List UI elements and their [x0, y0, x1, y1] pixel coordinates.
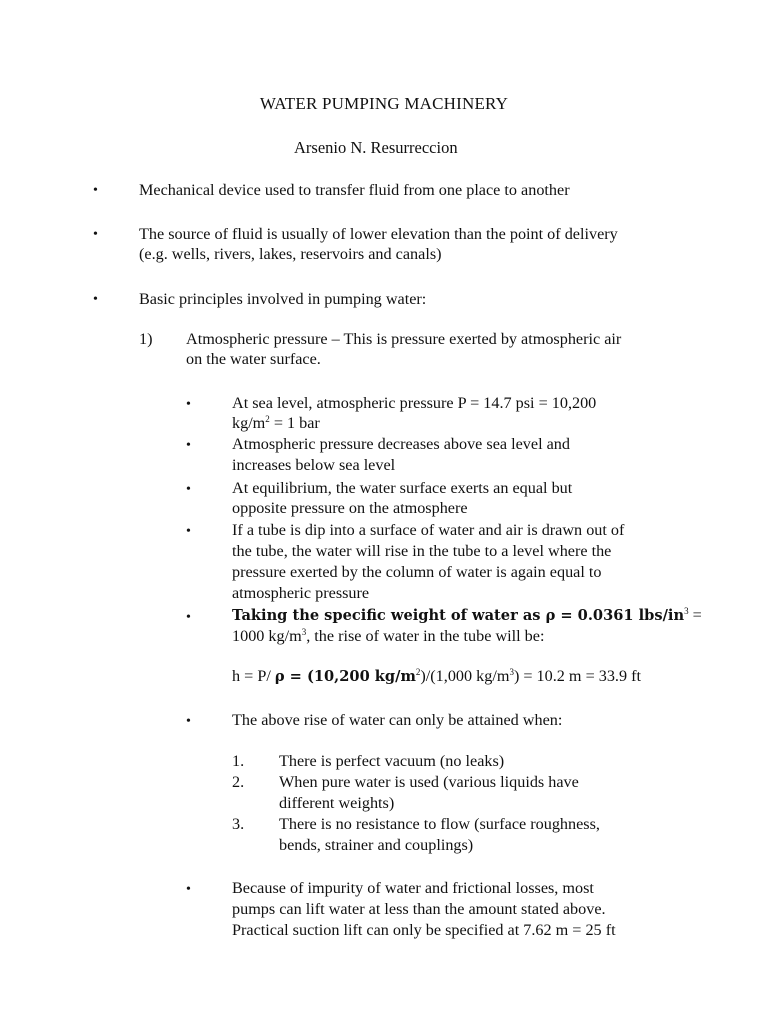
sub-bullet-text: opposite pressure on the atmosphere — [232, 499, 468, 517]
sub-bullet-text: If a tube is dip into a surface of water and air is drawn out of — [232, 521, 625, 539]
document-title: WATER PUMPING MACHINERY — [259, 94, 509, 113]
bullet-text: The source of fluid is usually of lower elevation than the point of delivery — [139, 225, 618, 243]
condition-text: There is no resistance to flow (surface roughness, — [279, 815, 600, 833]
sub-bullet-text: Because of impurity of water and frictional losses, most — [232, 879, 594, 897]
principle-text: on the water surface. — [186, 350, 321, 368]
bullet-icon: • — [186, 397, 191, 412]
bullet-icon: • — [186, 882, 191, 897]
list-number: 3. — [232, 815, 245, 833]
sub-bullet-text: pressure exerted by the column of water is again equal to — [232, 563, 602, 581]
sub-bullet-text: pumps can lift water at less than the amount stated above. — [232, 900, 606, 918]
list-number: 1) — [139, 330, 153, 348]
condition-text: different weights) — [279, 794, 395, 812]
condition-text: There is perfect vacuum (no leaks) — [279, 752, 505, 770]
bullet-text: Mechanical device used to transfer fluid from one place to another — [139, 181, 570, 199]
sub-bullet-text: Taking the specific weight of water as ρ = 0.0361 lbs/$in^3$ = — [232, 606, 702, 624]
sub-bullet-text: increases below sea level — [232, 456, 396, 474]
sub-bullet-text: Practical suction lift can only be specified at 7.62 m = 25 ft — [232, 921, 616, 939]
sub-bullet-text: the tube, the water will rise in the tube to a level where the — [232, 542, 612, 560]
list-number: 2. — [232, 773, 245, 791]
bullet-icon: • — [186, 524, 191, 539]
sub-bullet-text: Atmospheric pressure decreases above sea level and — [232, 435, 570, 453]
document-author: Arsenio N. Resurreccion — [294, 138, 458, 157]
bullet-icon: • — [93, 183, 98, 198]
bullet-text: (e.g. wells, rivers, lakes, reservoirs and canals) — [139, 245, 442, 263]
bullet-text: Basic principles involved in pumping water: — [139, 290, 427, 308]
principle-text: Atmospheric pressure – This is pressure exerted by atmospheric air — [186, 330, 622, 348]
condition-text: bends, strainer and couplings) — [279, 836, 474, 854]
formula: h = P/ ρ = (10,200 $kg/m^2)/(1,000$ $kg/m^3) = 10.2$ m = 33.9 ft — [232, 667, 642, 685]
bullet-icon: • — [93, 227, 98, 242]
list-number: 1. — [232, 752, 245, 770]
sub-bullet-text: At sea level, atmospheric pressure P = 14.7 psi = 10,200 — [232, 394, 597, 412]
sub-bullet-text: The above rise of water can only be attained when: — [232, 711, 563, 729]
bullet-icon: • — [186, 610, 191, 625]
sub-bullet-text: At equilibrium, the water surface exerts an equal but — [232, 479, 573, 497]
bullet-icon: • — [93, 292, 98, 307]
sub-bullet-text: atmospheric pressure — [232, 584, 370, 602]
bullet-icon: • — [186, 714, 191, 729]
sub-bullet-text: $kg/m^2 = 1$ bar — [232, 414, 320, 432]
sub-bullet-text: 1000 $kg/m^3$, the rise of water in the tube will be: — [232, 627, 545, 645]
bullet-icon: • — [186, 482, 191, 497]
bullet-icon: • — [186, 438, 191, 453]
condition-text: When pure water is used (various liquids have — [279, 773, 579, 791]
